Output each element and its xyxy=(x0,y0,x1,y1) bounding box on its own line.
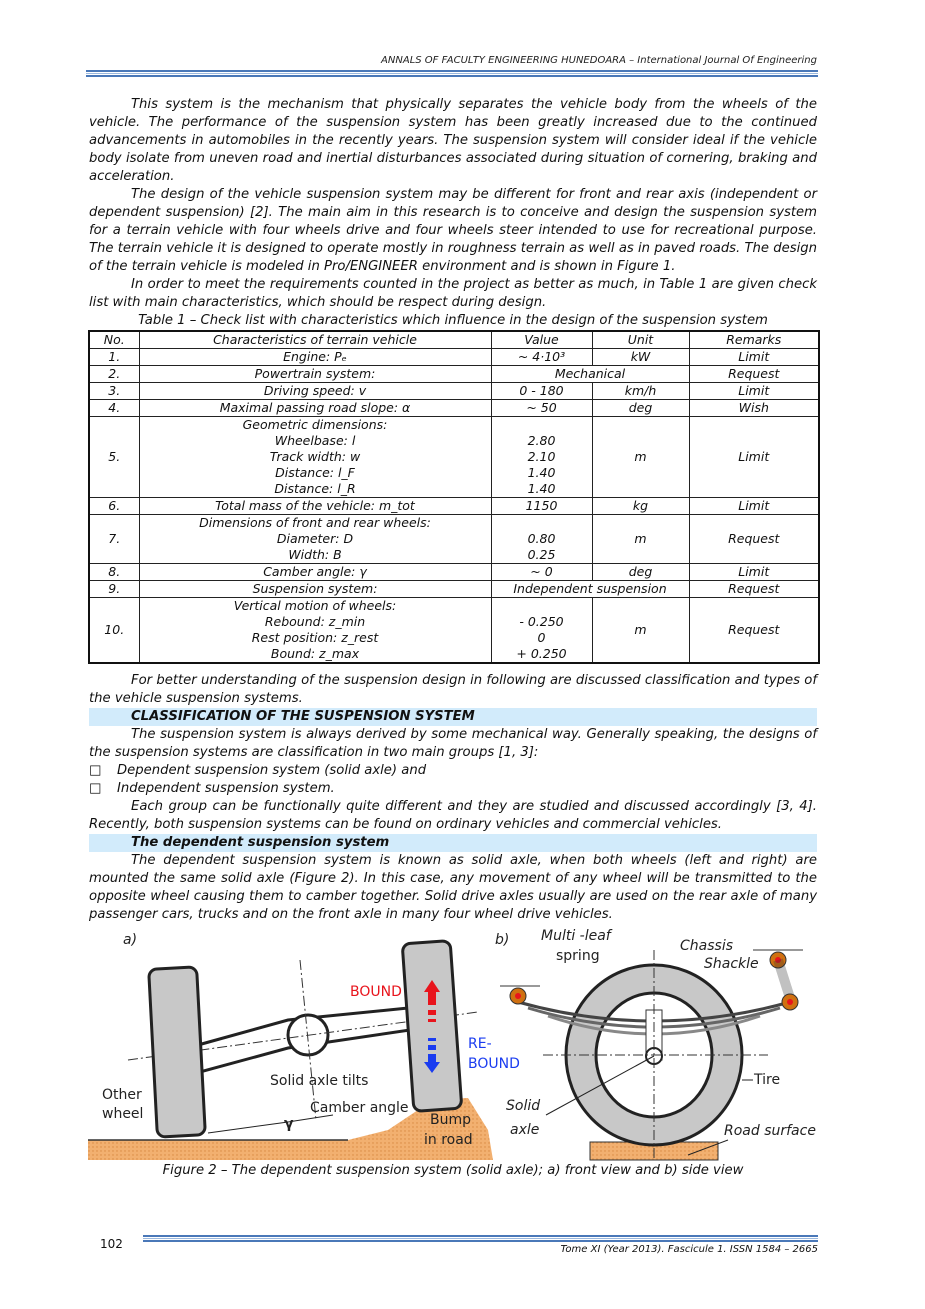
cell-line: Wheelbase: l xyxy=(274,433,356,448)
header-cell: Characteristics of terrain vehicle xyxy=(139,331,491,349)
cell-line: Geometric dimensions: xyxy=(242,417,388,432)
label-solid-axle: Solid xyxy=(506,1098,541,1114)
header-cell: No. xyxy=(89,331,139,349)
cell-line: Bound: z_max xyxy=(270,646,360,661)
unit: kg xyxy=(592,498,689,515)
cell-line: 0 xyxy=(537,630,546,645)
label-bump: Bump xyxy=(430,1112,472,1128)
cell-line: Rest position: z_rest xyxy=(251,630,379,645)
bumped-wheel xyxy=(402,941,462,1112)
header-cell: Unit xyxy=(592,331,689,349)
cell-line xyxy=(494,417,590,433)
cell-line: Dimensions of front and rear wheels: xyxy=(199,515,431,530)
characteristic xyxy=(139,581,491,598)
label-solid-axle-tilts: Solid axle tilts xyxy=(270,1073,369,1089)
table-row xyxy=(89,366,819,383)
cell-line: Width: B xyxy=(288,547,342,562)
cell-line: Powertrain system: xyxy=(254,366,376,381)
label-b: b) xyxy=(495,932,510,948)
row-number: 10. xyxy=(89,598,139,664)
section-heading: The dependent suspension system xyxy=(89,834,817,852)
table-caption: Table 1 – Check list with characteristics which influence in the design of the suspension system xyxy=(138,313,768,328)
table-row xyxy=(89,349,819,366)
list-item xyxy=(89,762,817,780)
paragraph: The suspension system is always derived by some mechanical way. Generally speaking, the designs of the suspension systems are classification in two main groups [1, 3]: xyxy=(89,727,817,760)
cell-line: 0 - 180 xyxy=(519,383,564,398)
label-tire: Tire xyxy=(754,1072,781,1088)
unit: deg xyxy=(592,564,689,581)
row-number: 5. xyxy=(89,417,139,498)
remarks: Request xyxy=(689,366,819,383)
unit: m xyxy=(592,417,689,498)
unit: km/h xyxy=(592,383,689,400)
cell-line xyxy=(494,598,590,614)
row-number: 3. xyxy=(89,383,139,400)
cell-line: ~ 4·10³ xyxy=(517,349,566,364)
table-row xyxy=(89,581,819,598)
unit: kW xyxy=(592,349,689,366)
characteristic xyxy=(139,383,491,400)
checkbox-bullet-icon: □ xyxy=(89,781,102,796)
footer-text: Tome XI (Year 2013). Fascicule 1. ISSN 1584 – 2665 xyxy=(560,1244,818,1255)
cell-line: 2.10 xyxy=(527,449,556,464)
figure-2 xyxy=(88,930,817,1162)
paragraph: This system is the mechanism that physically separates the vehicle body from the wheels of the vehicle. The performance of the suspension system has been greatly increased due to the continued advancements in automobiles in the recently years. The suspension system will consider ideal if the vehicle body isolate from uneven road and inertial disturbances associated during situation of cornering, braking and acceleration. xyxy=(89,97,817,184)
paragraph: The design of the vehicle suspension system may be different for front and rear axis (independent or dependent suspension) [2]. The main aim in this research is to conceive and design the suspension system for a terrain vehicle with four wheels drive and four wheels steer intended to use for recreational purpose. The terrain vehicle it is designed to operate mostly in roughness terrain as well as in paved roads. The design of the terrain vehicle is modeled in Pro/ENGINEER environment and is shown in Figure 1. xyxy=(89,187,817,274)
characteristic xyxy=(139,366,491,383)
check-list-table xyxy=(88,330,820,664)
table-row xyxy=(89,400,819,417)
cell-line: 1.40 xyxy=(527,481,556,496)
label-shackle: Shackle xyxy=(704,956,759,972)
label-rebound: BOUND xyxy=(468,1056,520,1072)
cell-line: Total mass of the vehicle: m_tot xyxy=(215,498,415,513)
remarks: Limit xyxy=(689,383,819,400)
figure-caption: Figure 2 – The dependent suspension system (solid axle); a) front view and b) side view xyxy=(162,1163,744,1178)
cell-line: 0.25 xyxy=(527,547,556,562)
row-number: 9. xyxy=(89,581,139,598)
remarks: Limit xyxy=(689,498,819,515)
cell-line: ~ 50 xyxy=(526,400,557,415)
remarks: Wish xyxy=(689,400,819,417)
cell-line: ~ 0 xyxy=(530,564,553,579)
cell-line: 2.80 xyxy=(527,433,556,448)
header-rule xyxy=(86,70,818,77)
remarks: Limit xyxy=(689,349,819,366)
characteristic xyxy=(139,564,491,581)
label-other-wheel: wheel xyxy=(102,1106,144,1122)
value xyxy=(491,564,592,581)
table-row xyxy=(89,417,819,498)
value: Mechanical xyxy=(491,366,689,383)
label-a: a) xyxy=(123,932,138,948)
table-header-row xyxy=(89,331,819,349)
cell-line: Vertical motion of wheels: xyxy=(233,598,397,613)
cell-line: 1.40 xyxy=(527,465,556,480)
paragraph: The dependent suspension system is known as solid axle, when both wheels (left and right) are mounted the same solid axle (Figure 2). In this case, any movement of any wheel will be transmitted to the opposite wheel causing them to camber together. Solid drive axles usually are used on the rear axle of many passenger cars, trucks and on the front axle in many four wheel drive vehicles. xyxy=(89,853,817,922)
table-row xyxy=(89,598,819,664)
remarks: Request xyxy=(689,581,819,598)
cell-line xyxy=(494,515,590,531)
value xyxy=(491,400,592,417)
header-cell: Remarks xyxy=(689,331,819,349)
label-gamma: γ xyxy=(284,1116,294,1132)
cell-line: Track width: w xyxy=(269,449,361,464)
cell-line: Diameter: D xyxy=(276,531,354,546)
row-number: 4. xyxy=(89,400,139,417)
checkbox-bullet-icon: □ xyxy=(89,763,102,778)
paragraph: Each group can be functionally quite different and they are studied and discussed accordingly [3, 4]. Recently, both suspension systems can be found on ordinary vehicles and commercial vehicles. xyxy=(89,799,817,832)
value: Independent suspension xyxy=(491,581,689,598)
list-item xyxy=(89,780,817,798)
table-row xyxy=(89,383,819,400)
list-item-text: Independent suspension system. xyxy=(117,781,335,796)
label-bound: BOUND xyxy=(350,984,402,1000)
table-row xyxy=(89,564,819,581)
journal-header: ANNALS OF FACULTY ENGINEERING HUNEDOARA – International Journal Of Engineering xyxy=(381,55,817,66)
cell-line: Driving speed: v xyxy=(263,383,367,398)
remarks: Request xyxy=(689,515,819,564)
article-body xyxy=(89,96,817,1180)
table-row xyxy=(89,498,819,515)
paragraph: For better understanding of the suspension design in following are discussed classification and types of the vehicle suspension systems. xyxy=(89,673,817,706)
value xyxy=(491,515,592,564)
characteristic xyxy=(139,515,491,564)
row-number: 7. xyxy=(89,515,139,564)
row-number: 6. xyxy=(89,498,139,515)
characteristic xyxy=(139,417,491,498)
cell-line: Maximal passing road slope: α xyxy=(219,400,411,415)
remarks: Limit xyxy=(689,564,819,581)
label-other-wheel: Other xyxy=(102,1087,142,1103)
label-multi-leaf: Multi -leaf xyxy=(541,928,611,944)
label-spring: spring xyxy=(556,948,600,964)
remarks: Request xyxy=(689,598,819,664)
row-number: 2. xyxy=(89,366,139,383)
unit: m xyxy=(592,598,689,664)
row-number: 1. xyxy=(89,349,139,366)
label-bump: in road xyxy=(424,1132,473,1148)
label-solid-axle: axle xyxy=(510,1122,540,1138)
unit: m xyxy=(592,515,689,564)
unit: deg xyxy=(592,400,689,417)
paragraph: In order to meet the requirements counted in the project as better as much, in Table 1 are given check list with main characteristics, which should be respect during design. xyxy=(89,277,817,310)
value xyxy=(491,383,592,400)
cell-line: Suspension system: xyxy=(252,581,378,596)
footer-rule xyxy=(143,1235,818,1242)
characteristic xyxy=(139,400,491,417)
label-camber-angle: Camber angle xyxy=(310,1100,409,1116)
cell-line: Rebound: z_min xyxy=(264,614,366,629)
cell-line: Engine: Pₑ xyxy=(283,349,347,364)
header-cell: Value xyxy=(491,331,592,349)
label-chassis: Chassis xyxy=(680,938,733,954)
characteristic xyxy=(139,349,491,366)
label-rebound: RE- xyxy=(468,1036,492,1052)
row-number: 8. xyxy=(89,564,139,581)
label-road-surface: Road surface xyxy=(724,1123,816,1139)
section-heading: CLASSIFICATION OF THE SUSPENSION SYSTEM xyxy=(89,708,817,726)
cell-line: Camber angle: γ xyxy=(263,564,367,579)
cell-line: 0.80 xyxy=(527,531,556,546)
value xyxy=(491,349,592,366)
cell-line: + 0.250 xyxy=(516,646,567,661)
table-row xyxy=(89,515,819,564)
value xyxy=(491,417,592,498)
cell-line: 1150 xyxy=(525,498,558,513)
cell-line: - 0.250 xyxy=(519,614,564,629)
other-wheel xyxy=(149,967,206,1137)
characteristic xyxy=(139,598,491,664)
list-item-text: Dependent suspension system (solid axle) and xyxy=(117,763,427,778)
value xyxy=(491,498,592,515)
remarks: Limit xyxy=(689,417,819,498)
cell-line: Distance: l_R xyxy=(274,481,356,496)
page-number: 102 xyxy=(100,1237,123,1251)
cell-line: Distance: l_F xyxy=(275,465,355,480)
value xyxy=(491,598,592,664)
characteristic xyxy=(139,498,491,515)
